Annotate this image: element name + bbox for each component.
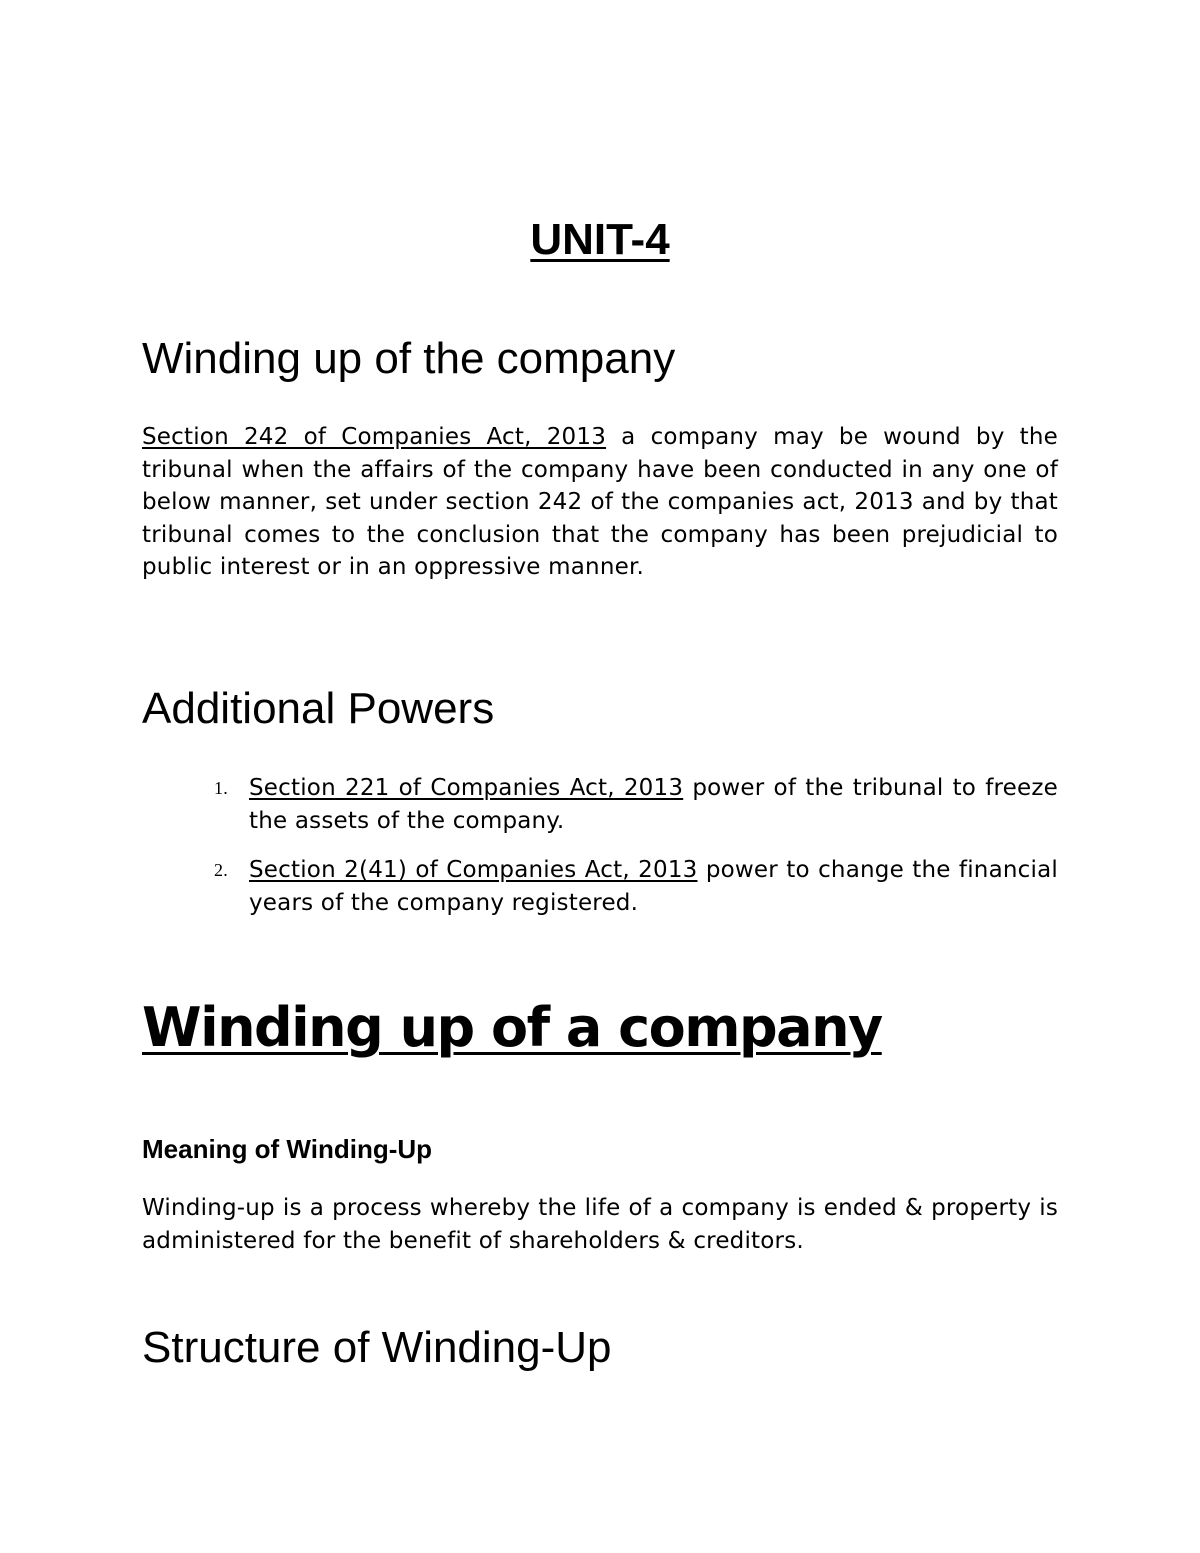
section-221-link[interactable]: Section 221 of Companies Act, 2013 (249, 775, 684, 801)
section-242-link[interactable]: Section 242 of Companies Act, 2013 (142, 424, 607, 450)
unit-title-text: UNIT-4 (530, 215, 670, 264)
section-2-41-link[interactable]: Section 2(41) of Companies Act, 2013 (249, 857, 698, 883)
winding-up-of-a-company-title (142, 992, 882, 1064)
heading-additional-powers: Additional Powers (142, 684, 495, 733)
list-item (142, 772, 1058, 837)
meaning-paragraph: Winding-up is a process whereby the life of a company is ended & property is administered for the benefit of shareholders & creditors. (142, 1195, 1058, 1254)
list-item-text: power to change the financial years of the company registered. (249, 857, 1058, 916)
list-item-number: 1. (214, 778, 228, 798)
section-242-paragraph (142, 421, 1058, 584)
section-242-text: a company may be wound by the tribunal when the affairs of the company have been conducted in any one of below manner, set under section 242 of the companies act, 2013 and by that tribunal comes to the conclusion that the company has been prejudicial to public interest or in an oppressive manner. (142, 424, 1059, 580)
heading-winding-up-of-the-company: Winding up of the company (142, 334, 676, 383)
meaning-of-winding-up-heading: Meaning of Winding-Up (142, 1134, 433, 1164)
list-item-text: power of the tribunal to freeze the assets of the company. (249, 775, 1058, 834)
list-item-number: 2. (214, 860, 228, 880)
list-item (142, 854, 1058, 919)
structure-of-winding-up-heading: Structure of Winding-Up (142, 1323, 612, 1372)
unit-title (0, 212, 1200, 268)
big-title-text: Winding up of a company (142, 996, 882, 1059)
additional-powers-list (142, 772, 1058, 919)
